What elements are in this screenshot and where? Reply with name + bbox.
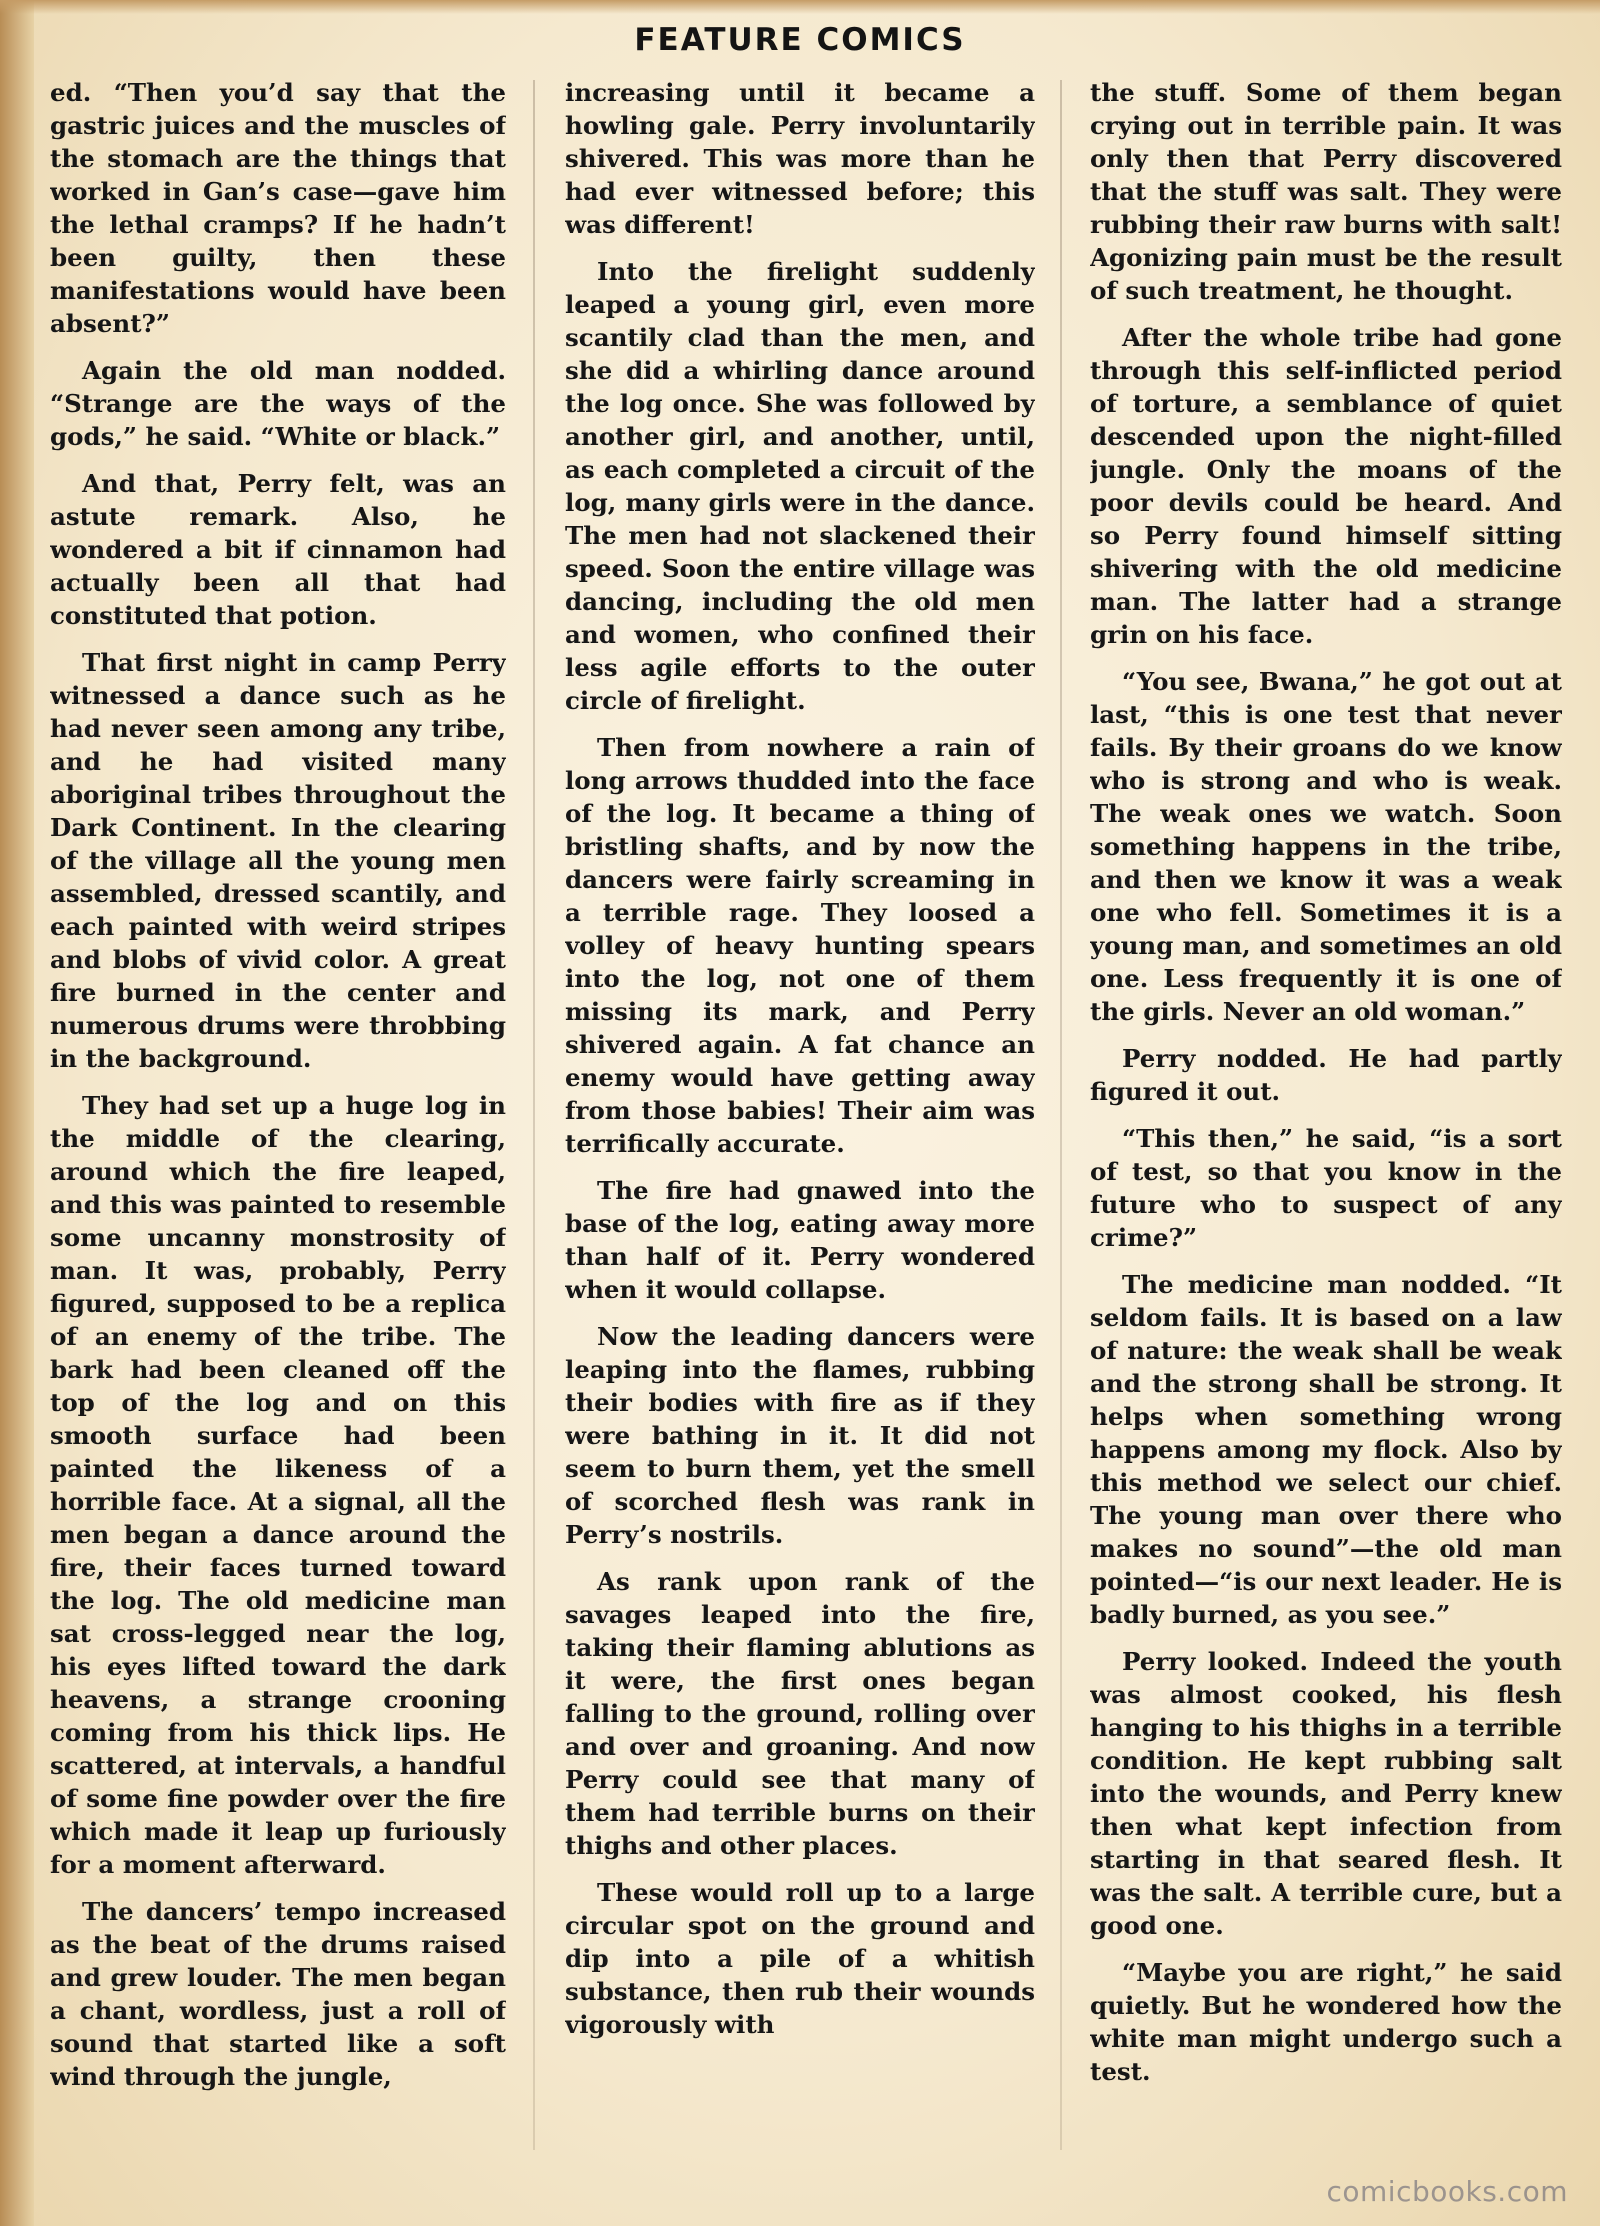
paragraph: These would roll up to a large circular spot on the ground and dip into a pile of a whitish substance, then rub their wounds vigorously with	[565, 1878, 1035, 2039]
paragraph: The dancers’ tempo increased as the beat of the drums raised and grew louder. The men began a chant, wordless, just a roll of sound that started like a soft wind through the jungle,	[50, 1897, 506, 2091]
page-header: FEATURE COMICS	[634, 22, 966, 58]
page-top-shadow	[0, 0, 1600, 14]
paragraph: Into the firelight suddenly leaped a young girl, even more scantily clad than the men, and she did a whirling dance around the log once. She was followed by another girl, and another, until, as each completed a circuit of the log, many girls were in the dance. The men had not slackened their speed. Soon the entire village was dancing, including the old men and women, who confined their less agile efforts to the outer circle of firelight.	[565, 257, 1035, 715]
paragraph: The medicine man nodded. “It seldom fails. It is based on a law of nature: the weak shall be weak and the strong shall be strong. It helps when something wrong happens among my flock. Also by this method we select our chief. The young man over there who makes no sound”—the old man pointed—“is our next leader. He is badly burned, as you see.”	[1090, 1270, 1562, 1629]
text-column-2	[565, 76, 1035, 2156]
paragraph: As rank upon rank of the savages leaped into the fire, taking their flaming ablutions as it were, the first ones began falling to the ground, rolling over and over and groaning. And now Perry could see that many of them had terrible burns on their thighs and other places.	[565, 1567, 1035, 1860]
paragraph: increasing until it became a howling gale. Perry involuntarily shivered. This was more than he had ever witnessed before; this was different!	[565, 78, 1035, 239]
paragraph: “You see, Bwana,” he got out at last, “this is one test that never fails. By their groans do we know who is strong and who is weak. The weak ones we watch. Soon something happens in the tribe, and then we know it was a weak one who fell. Sometimes it is a young man, and sometimes an old one. Less frequently it is one of the girls. Never an old woman.”	[1090, 667, 1562, 1026]
paragraph: Again the old man nodded. “Strange are the ways of the gods,” he said. “White or black.”	[50, 356, 506, 451]
page-edge-shadow	[0, 0, 34, 2226]
text-column-1	[50, 76, 506, 2156]
text-column-3	[1090, 76, 1562, 2156]
paragraph: Perry nodded. He had partly figured it out.	[1090, 1044, 1562, 1106]
paragraph: ed. “Then you’d say that the gastric juices and the muscles of the stomach are the things that worked in Gan’s case—gave him the lethal cramps? If he hadn’t been guilty, then these manifestations would have been absent?”	[50, 78, 506, 338]
paragraph: After the whole tribe had gone through this self-inflicted period of torture, a semblance of quiet descended upon the night-filled jungle. Only the moans of the poor devils could be heard. And so Perry found himself sitting shivering with the old medicine man. The latter had a strange grin on his face.	[1090, 323, 1562, 649]
column-divider	[533, 80, 535, 2150]
paragraph: Then from nowhere a rain of long arrows thudded into the face of the log. It became a thing of bristling shafts, and by now the dancers were fairly screaming in a terrible rage. They loosed a volley of heavy hunting spears into the log, not one of them missing its mark, and Perry shivered again. A fat chance an enemy would have getting away from those babies! Their aim was terrifically accurate.	[565, 733, 1035, 1158]
paragraph: The fire had gnawed into the base of the log, eating away more than half of it. Perry wondered when it would collapse.	[565, 1176, 1035, 1304]
paragraph: And that, Perry felt, was an astute remark. Also, he wondered a bit if cinnamon had actually been all that had constituted that potion.	[50, 469, 506, 630]
paragraph: the stuff. Some of them began crying out in terrible pain. It was only then that Perry discovered that the stuff was salt. They were rubbing their raw burns with salt! Agonizing pain must be the result of such treatment, he thought.	[1090, 78, 1562, 305]
paragraph: They had set up a huge log in the middle of the clearing, around which the fire leaped, and this was painted to resemble some uncanny monstrosity of man. It was, probably, Perry figured, supposed to be a replica of an enemy of the tribe. The bark had been cleaned off the top of the log and on this smooth surface had been painted the likeness of a horrible face. At a signal, all the men began a dance around the fire, their faces turned toward the log. The old medicine man sat cross-legged near the log, his eyes lifted toward the dark heavens, a strange crooning coming from his thick lips. He scattered, at intervals, a handful of some fine powder over the fire which made it leap up furiously for a moment afterward.	[50, 1091, 506, 1879]
paragraph: “This then,” he said, “is a sort of test, so that you know in the future who to suspect of any crime?”	[1090, 1124, 1562, 1252]
paragraph: “Maybe you are right,” he said quietly. But he wondered how the white man might undergo such a test.	[1090, 1958, 1562, 2086]
paragraph: Now the leading dancers were leaping into the flames, rubbing their bodies with fire as if they were bathing in it. It did not seem to burn them, yet the smell of scorched flesh was rank in Perry’s nostrils.	[565, 1322, 1035, 1549]
column-divider	[1060, 80, 1062, 2150]
site-watermark: comicbooks.com	[1326, 2175, 1568, 2208]
paragraph: That first night in camp Perry witnessed a dance such as he had never seen among any tribe, and he had visited many aboriginal tribes throughout the Dark Continent. In the clearing of the village all the young men assembled, dressed scantily, and each painted with weird stripes and blobs of vivid color. A great fire burned in the center and numerous drums were throbbing in the background.	[50, 648, 506, 1073]
paragraph: Perry looked. Indeed the youth was almost cooked, his flesh hanging to his thighs in a terrible condition. He kept rubbing salt into the wounds, and Perry knew then what kept infection from starting in that seared flesh. It was the salt. A terrible cure, but a good one.	[1090, 1647, 1562, 1940]
